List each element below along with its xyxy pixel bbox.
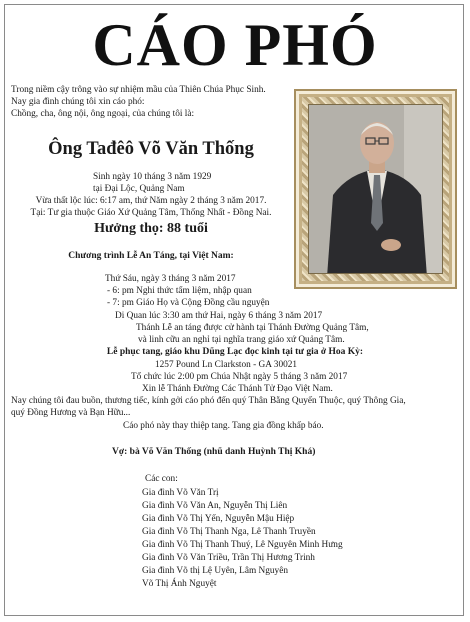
child-item: Gia đình Võ thị Lệ Uyên, Lâm Nguyên bbox=[142, 566, 288, 576]
child-item: Võ Thị Ánh Nguyệt bbox=[142, 579, 217, 589]
vietnam-line-3: - 7: pm Giáo Họ và Cộng Đồng cầu nguyện bbox=[107, 298, 270, 308]
vietnam-line-1: Thứ Sáu, ngày 3 tháng 3 năm 2017 bbox=[105, 274, 236, 284]
deceased-name: Ông Tađêô Võ Văn Thống bbox=[48, 139, 254, 159]
closing-line-1: Nay chúng tôi đau buồn, thương tiếc, kính gởi cáo phó đến quý Thân Bằng Quyến Thuộc, quý Thông Gia, bbox=[11, 396, 406, 406]
usa-mass: Xin lễ Thánh Đường Các Thánh Tử Đạo Việt Nam. bbox=[142, 384, 333, 394]
age-at-death: Hưởng thọ: 88 tuổi bbox=[94, 221, 208, 236]
death-place: Tại: Tư gia thuộc Giáo Xứ Quảng Tâm, Thống Nhất - Đồng Nai. bbox=[30, 208, 272, 218]
usa-time: Tổ chức lúc 2:00 pm Chúa Nhật ngày 5 tháng 3 năm 2017 bbox=[131, 372, 348, 382]
intro-line-2: Nay gia đình chúng tôi xin cáo phó: bbox=[11, 97, 145, 107]
birth-date: Sinh ngày 10 tháng 3 năm 1929 bbox=[93, 172, 212, 182]
child-item: Gia đình Võ Thị Thanh Thuý, Lê Nguyên Minh Hưng bbox=[142, 540, 343, 550]
child-item: Gia đình Võ Văn Triều, Trần Thị Hương Trinh bbox=[142, 553, 315, 563]
death-time: Vừa thất lộc lúc: 6:17 am, thứ Năm ngày 2 tháng 3 năm 2017. bbox=[35, 196, 267, 206]
vietnam-line-4: Di Quan lúc 3:30 am thứ Hai, ngày 6 tháng 3 năm 2017 bbox=[115, 311, 323, 321]
portrait-photo bbox=[308, 104, 443, 274]
portrait-frame bbox=[294, 89, 457, 289]
child-item: Gia đình Võ Văn Trị bbox=[142, 488, 219, 498]
obituary-page bbox=[4, 4, 464, 616]
intro-line-1: Trong niềm cậy trông vào sự nhiệm mầu của Thiên Chúa Phục Sinh. bbox=[11, 85, 266, 95]
child-item: Gia đình Võ Thị Thanh Nga, Lê Thanh Truyền bbox=[142, 527, 316, 537]
vietnam-program-heading: Chương trình Lễ An Táng, tại Việt Nam: bbox=[68, 251, 234, 261]
portrait-figure bbox=[309, 105, 443, 274]
birth-place: tại Đại Lộc, Quảng Nam bbox=[93, 184, 185, 194]
closing-line-2: quý Đồng Hương và Bạn Hữu... bbox=[11, 408, 131, 418]
page-title: CÁO PHÓ bbox=[92, 12, 378, 78]
usa-address: 1257 Pound Ln Clarkston - GA 30021 bbox=[155, 360, 298, 370]
vietnam-line-5: Thánh Lễ an táng được cử hành tại Thánh Đường Quảng Tâm, bbox=[136, 323, 369, 333]
child-item: Gia đình Võ Thị Yến, Nguyễn Mậu Hiệp bbox=[142, 514, 295, 524]
vietnam-line-6: và linh cữu an nghỉ tại nghĩa trang giáo xứ Quảng Tâm. bbox=[138, 335, 345, 345]
usa-program-heading: Lễ phục tang, giáo khu Dũng Lạc đọc kinh tại tư gia ở Hoa Kỳ: bbox=[106, 347, 364, 357]
child-item: Gia đình Võ Văn An, Nguyễn Thị Liên bbox=[142, 501, 288, 511]
children-heading: Các con: bbox=[145, 474, 178, 484]
spouse-line: Vợ: bà Võ Văn Thống (nhũ danh Huỳnh Thị Khá) bbox=[112, 447, 316, 457]
vietnam-line-2: - 6: pm Nghi thức tẩm liệm, nhập quan bbox=[107, 286, 252, 296]
intro-line-3: Chồng, cha, ông nội, ông ngoại, của chúng tôi là: bbox=[11, 109, 195, 119]
closing-line-3: Cáo phó này thay thiệp tang. Tang gia đồng khấp báo. bbox=[123, 421, 324, 431]
